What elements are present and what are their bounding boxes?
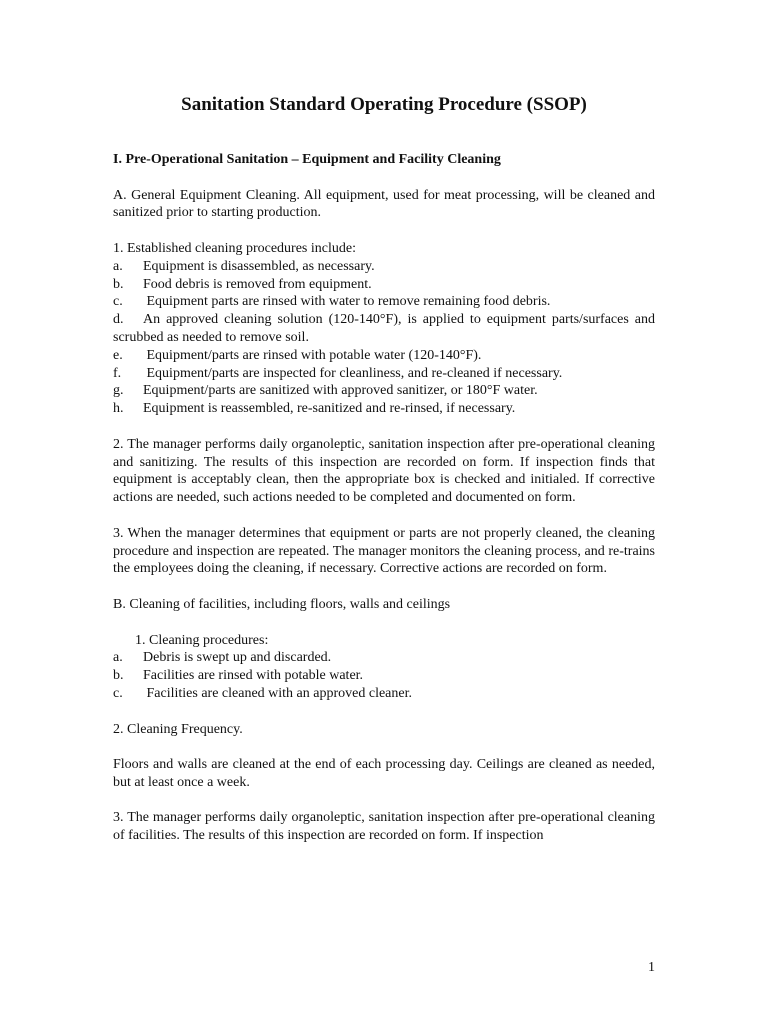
list-item: e. Equipment/parts are rinsed with potable water (120-140°F). [113,347,482,363]
procedure-list-b [113,649,655,702]
list-item: b. Facilities are rinsed with potable water. [113,668,364,684]
list-item: h. Equipment is reassembled, re-sanitized and re-rinsed, if necessary. [113,401,516,417]
section-heading: I. Pre-Operational Sanitation – Equipment and Facility Cleaning [113,152,501,167]
list-item: g. Equipment/parts are sanitized with approved sanitizer, or 180°F water. [113,383,538,399]
part-b-subheading: 1. Cleaning procedures: [135,632,269,648]
list-item: d. An approved cleaning solution (120-140°F), is applied to equipment parts/surfaces and scrubbed as needed to remove soil. [113,312,655,345]
paragraph-3: 3. When the manager determines that equipment or parts are not properly cleaned, the cleaning procedure and inspection are repeated. The manager monitors the cleaning process, and re-trains the employees doing the cleaning, if necessary. Corrective actions are recorded on form. [113,525,655,577]
procedure-list-a [113,258,655,418]
page-number: 1 [648,960,655,975]
list-item: b. Food debris is removed from equipment. [113,276,372,292]
document-title: Sanitation Standard Operating Procedure (SSOP) [181,94,587,115]
established-heading: 1. Established cleaning procedures include: [113,240,356,256]
list-item: c. Equipment parts are rinsed with water to remove remaining food debris. [113,294,551,310]
list-item: f. Equipment/parts are inspected for cleanliness, and re-cleaned if necessary. [113,365,563,381]
part-a-intro: A. General Equipment Cleaning. All equipment, used for meat processing, will be cleaned and sanitized prior to starting production. [113,187,655,221]
frequency-text: Floors and walls are cleaned at the end of each processing day. Ceilings are cleaned as needed, but at least once a week. [113,757,655,790]
list-item: a. Equipment is disassembled, as necessary. [113,258,375,274]
paragraph-2: 2. The manager performs daily organoleptic, sanitation inspection after pre-operational cleaning and sanitizing. The results of this inspection are recorded on form. If inspection finds that equipment is acceptably clean, then the appropriate box is checked and initialed. If corrective actions are needed, such actions needed to be completed and documented on form. [113,436,655,506]
list-item: c. Facilities are cleaned with an approved cleaner. [113,685,412,701]
document-body [113,93,655,845]
part-b-heading: B. Cleaning of facilities, including floors, walls and ceilings [113,596,451,612]
frequency-heading: 2. Cleaning Frequency. [113,721,243,737]
list-item: a. Debris is swept up and discarded. [113,650,332,666]
paragraph-b3: 3. The manager performs daily organoleptic, sanitation inspection after pre-operational cleaning of facilities. The results of this inspection are recorded on form. If inspection [113,810,655,844]
